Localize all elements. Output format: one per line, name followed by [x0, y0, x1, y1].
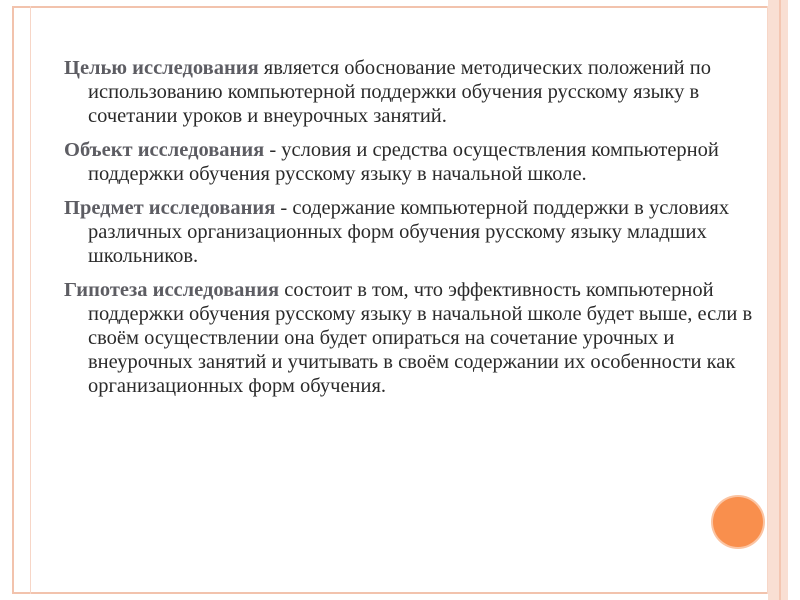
goal-term: Целью исследования — [64, 57, 259, 79]
object-term: Объект исследования — [64, 139, 265, 161]
hypothesis-text: состоит в том, что эффективность компьютерной поддержки обучения русскому языку в начальной школе будет выше, если в своём осуществлении она будет опираться на сочетание урочных и внеурочных занятий и учитывать в своём содержании их особенности как организационных форм обучения. — [88, 279, 753, 397]
subject-term: Предмет исследования — [64, 197, 276, 219]
decorative-side-bar — [768, 0, 788, 600]
slide-body — [64, 56, 764, 408]
subject-paragraph — [64, 196, 764, 268]
object-paragraph — [64, 138, 764, 186]
subject-text: - содержание компьютерной поддержки в условиях различных организационных форм обучения русскому языку младших школьников. — [88, 197, 730, 267]
decorative-side-line — [779, 0, 781, 600]
goal-text: является обоснование методических положений по использованию компьютерной поддержки обучения русскому языку в сочетании уроков и внеурочных занятий. — [88, 57, 712, 127]
hypothesis-term: Гипотеза исследования — [64, 279, 280, 301]
hypothesis-paragraph — [64, 278, 764, 398]
goal-paragraph — [64, 56, 764, 128]
orange-circle-icon — [713, 497, 763, 547]
object-text: - условия и средства осуществления компьютерной поддержки обучения русскому языку в начальной школе. — [88, 139, 719, 185]
